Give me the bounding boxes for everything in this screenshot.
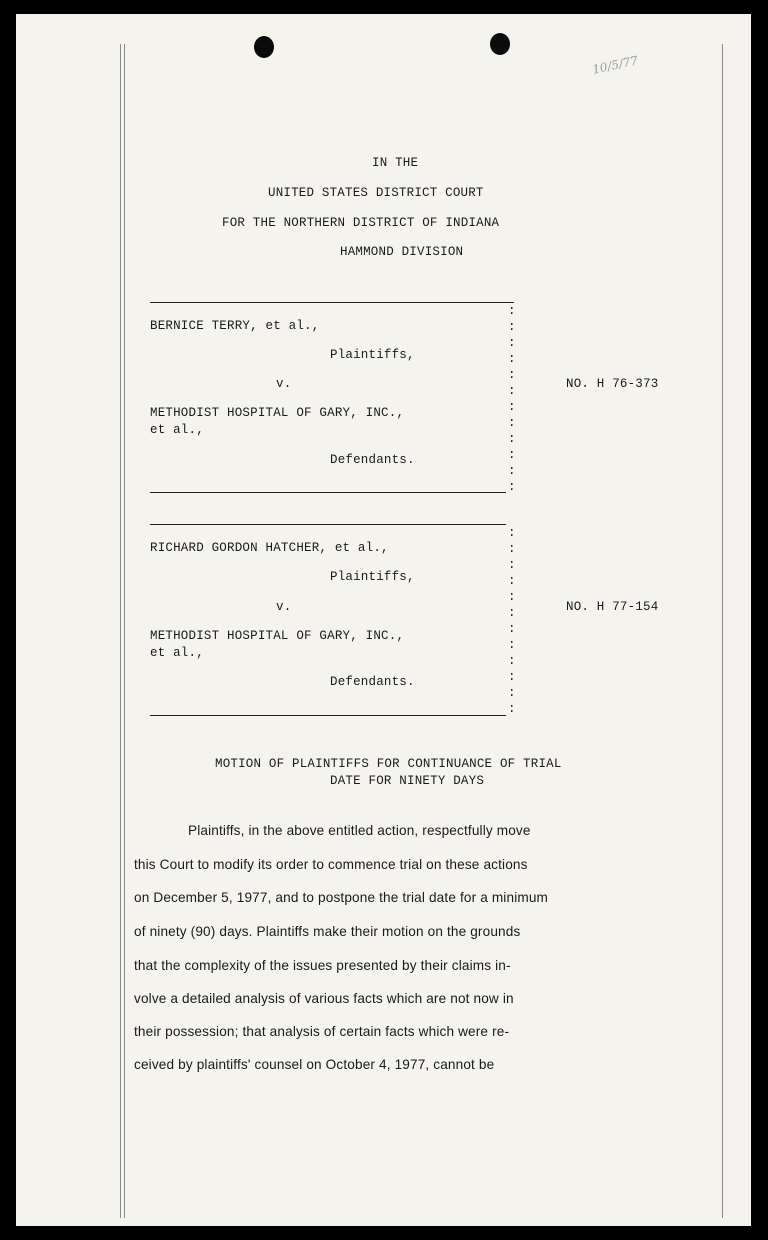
right-margin-rule [722, 44, 723, 1218]
body-line-8: ceived by plaintiffs' counsel on October 4, 1977, cannot be [134, 1057, 495, 1072]
case1-plaintiff-name: BERNICE TERRY, et al., [150, 319, 320, 333]
case2-colon-column: : : : : : : : : : : : : [508, 526, 516, 716]
caption-court-name: UNITED STATES DISTRICT COURT [268, 186, 484, 200]
case2-defendant-name: METHODIST HOSPITAL OF GARY, INC., [150, 629, 405, 643]
body-line-5: that the complexity of the issues presented by their claims in- [134, 958, 511, 973]
caption-division: HAMMOND DIVISION [340, 245, 464, 259]
case2-bottom-rule [150, 715, 506, 716]
case2-case-number: NO. H 77-154 [566, 600, 659, 614]
body-line-6: volve a detailed analysis of various facts which are not now in [134, 991, 514, 1006]
case2-top-rule [150, 524, 506, 525]
body-line-7: their possession; that analysis of certain facts which were re- [134, 1024, 510, 1039]
case1-colon-column: : : : : : : : : : : : : [508, 304, 516, 494]
case2-versus: v. [276, 600, 292, 614]
case2-plaintiff-name: RICHARD GORDON HATCHER, et al., [150, 541, 389, 555]
motion-title-line-2: DATE FOR NINETY DAYS [330, 774, 485, 788]
case1-top-rule [150, 302, 514, 303]
case2-defendant-etal: et al., [150, 646, 204, 660]
body-line-1: Plaintiffs, in the above entitled action, respectfully move [188, 823, 531, 838]
handwritten-date-note: 10/5/77 [591, 53, 640, 77]
body-line-4: of ninety (90) days. Plaintiffs make their motion on the grounds [134, 924, 521, 939]
case1-case-number: NO. H 76-373 [566, 377, 659, 391]
case1-defendant-name: METHODIST HOSPITAL OF GARY, INC., [150, 406, 405, 420]
motion-title-line-1: MOTION OF PLAINTIFFS FOR CONTINUANCE OF TRIAL [215, 757, 562, 771]
body-line-3: on December 5, 1977, and to postpone the trial date for a minimum [134, 890, 549, 905]
left-margin-rule-inner [124, 44, 125, 1218]
case1-bottom-rule [150, 492, 506, 493]
caption-district: FOR THE NORTHERN DISTRICT OF INDIANA [222, 216, 500, 230]
caption-line-1: IN THE [372, 156, 419, 170]
body-line-2: this Court to modify its order to commence trial on these actions [134, 857, 528, 872]
punch-hole-right [490, 33, 510, 55]
punch-hole-left [254, 36, 274, 58]
case1-defendant-role: Defendants. [330, 453, 415, 467]
left-margin-rule-outer [120, 44, 121, 1218]
case1-defendant-etal: et al., [150, 423, 204, 437]
case1-versus: v. [276, 377, 292, 391]
case1-plaintiff-role: Plaintiffs, [330, 348, 415, 362]
case2-defendant-role: Defendants. [330, 675, 415, 689]
case2-plaintiff-role: Plaintiffs, [330, 570, 415, 584]
